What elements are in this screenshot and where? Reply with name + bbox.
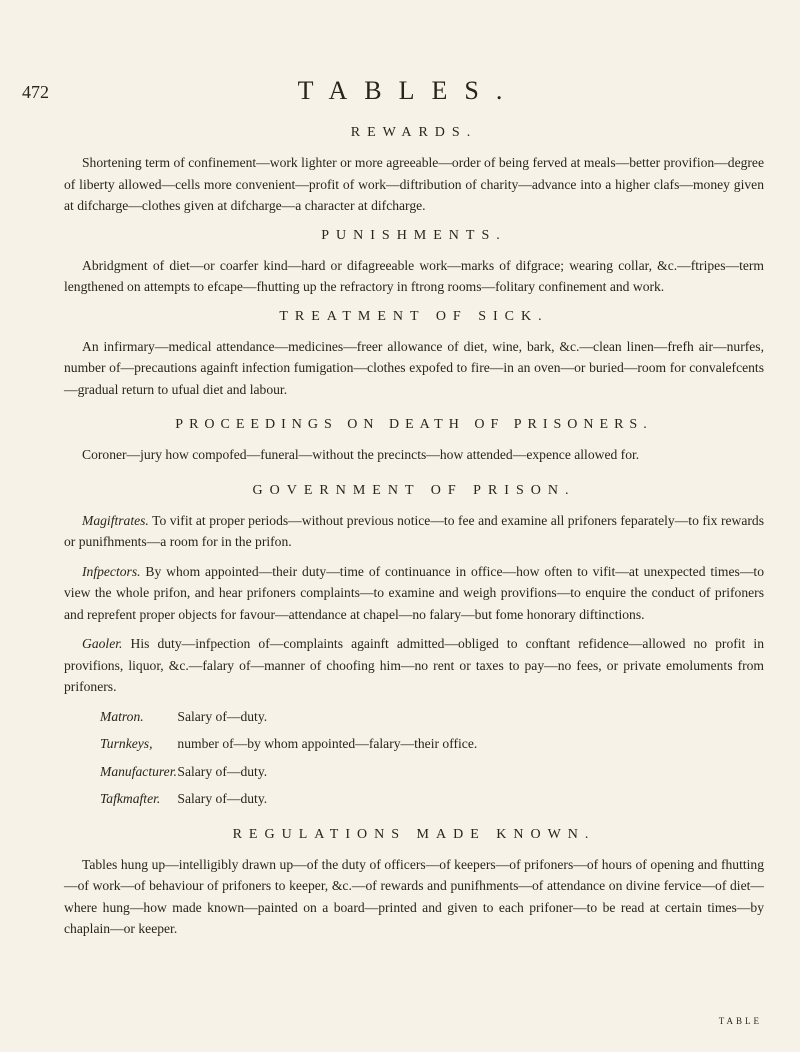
page-body (64, 116, 764, 948)
manufacturer-entry (64, 761, 764, 783)
catchword: TABLE (718, 1016, 762, 1026)
running-head: TABLES. (297, 76, 520, 105)
rewards-paragraph: Shortening term of confinement—work lighter or more agreeable—order of being ferved at meals—better provifion—degree of liberty allowed—cells more convenient—profit of work—diftribution of charity—advance into a higher clafs—money given at difcharge—clothes given at difcharge—a character at difcharge. (64, 155, 764, 213)
turnkeys-entry (64, 733, 764, 755)
taskmaster-label: Tafkmafter. (100, 791, 161, 806)
manufacturer-label: Manufacturer. (100, 763, 177, 779)
regulations-paragraph: Tables hung up—intelligibly drawn up—of the duty of officers—of keepers—of prifoners—of hours of opening and fhutting—of work—of behaviour of prifoners to keeper, &c.—of rewards and punifhments—of attendance on divine fervice—of diet—where hung—how made known—painted on a board—printed and given to each prifoner—to be read at certain times—by chaplain—or keeper. (64, 856, 764, 936)
inspectors-entry (64, 561, 764, 626)
death-paragraph: Coroner—jury how compofed—funeral—without the precincts—how attended—expence allowed for. (82, 447, 640, 462)
turnkeys-label: Turnkeys, (100, 736, 153, 751)
death-heading: PROCEEDINGS ON DEATH OF PRISONERS. (175, 417, 653, 432)
inspectors-label: Infpectors. (82, 563, 141, 579)
gaoler-entry (64, 633, 764, 698)
manufacturer-text: Salary of—duty. (177, 763, 268, 779)
rewards-heading: REWARDS. (350, 125, 478, 140)
government-heading: GOVERNMENT OF PRISON. (252, 482, 576, 498)
sick-paragraph: An infirmary—medical attendance—medicines—freer allowance of diet, wine, bark, &c.—clean linen—frefh air—nurfes, number of—precautions againft infection fumigation—clothes expofed to fire—in an oven—or buried—room for convalefcents—gradual return to ufual diet and labour. (64, 338, 764, 397)
punishments-paragraph: Abridgment of diet—or coarfer kind—hard or difagreeable work—marks of difgrace; wearing collar, &c.—ftripes—term lengthened on attempts to efcape—fhutting up the refractory in ftrong rooms—folitary confinement and work. (64, 257, 764, 294)
magistrates-text: To vifit at proper periods—without previous notice—to fee and examine all prifoners feparately—to fix rewards or punifhments—a room for in the prifon. (64, 512, 764, 549)
regulations-heading: REGULATIONS MADE KNOWN. (232, 826, 596, 842)
taskmaster-entry (64, 788, 764, 810)
page-number: 472 (22, 82, 49, 102)
matron-text: Salary of—duty. (177, 708, 268, 724)
inspectors-text: By whom appointed—their duty—time of continuance in office—how often to vifit—at unexpected times—to view the whole prifon, and hear prifoners complaints—to examine and weigh provifions—to enquire the conduct of prifoners and reprefent proper objects for favour—attendance at chapel—no falary—but fome honorary diftinctions. (64, 563, 764, 622)
taskmaster-text: Salary of—duty. (177, 791, 268, 806)
magistrates-label: Magiftrates. (82, 512, 149, 528)
officer-list (64, 706, 764, 810)
matron-label: Matron. (100, 708, 144, 724)
magistrates-entry (64, 510, 764, 553)
gaoler-text: His duty—infpection of—complaints againft admitted—obliged to conftant refidence—allowed no profit in provifions, liquor, &c.—falary of—manner of choofing him—no rent or taxes to pay—no fees, or private emoluments from prifoners. (64, 636, 764, 694)
punishments-heading: PUNISHMENTS. (321, 227, 507, 243)
sick-heading: TREATMENT OF SICK. (279, 308, 549, 324)
gaoler-label: Gaoler. (82, 636, 123, 651)
turnkeys-text: number of—by whom appointed—falary—their office. (177, 736, 478, 751)
matron-entry (64, 706, 764, 728)
